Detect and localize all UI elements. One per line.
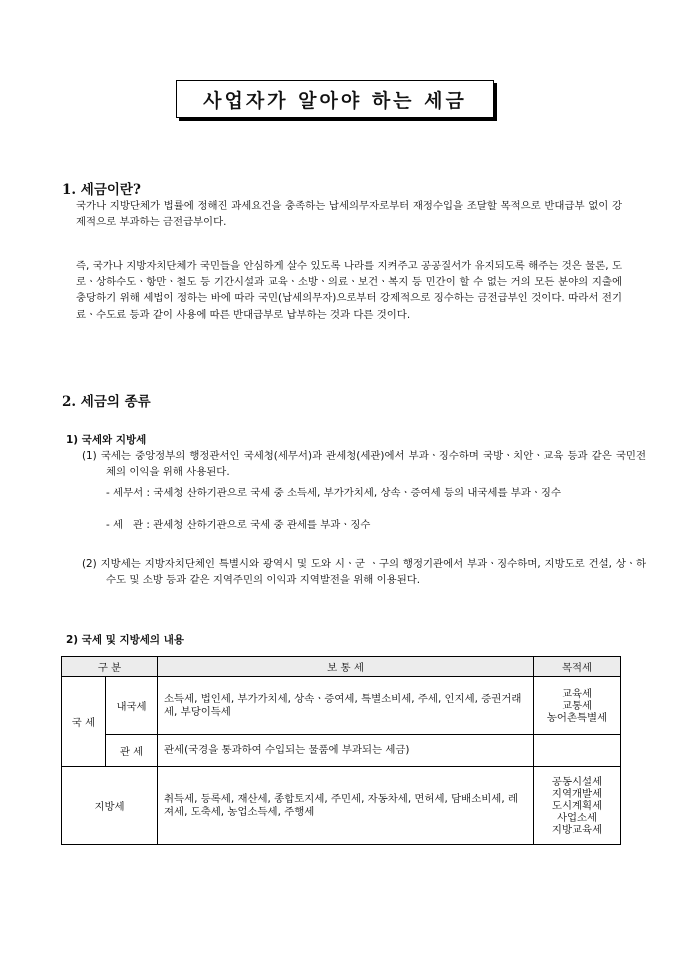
section-2-heading: 2. 세금의 종류 <box>62 394 151 410</box>
purpose-tax-item: 교통세 <box>561 699 593 712</box>
subsection-1-heading: 1) 국세와 지방세 <box>66 434 147 446</box>
domestic-tax-label: 내국세 <box>106 677 158 735</box>
purpose-tax-item: 공동시설세 <box>551 775 603 788</box>
local-tax-label: 지방세 <box>62 767 158 845</box>
table-header-row <box>62 657 621 677</box>
customs-office-text: 관세청 산하기관으로 국세 중 관세를 부과ㆍ징수 <box>153 519 371 531</box>
header-category: 구 분 <box>62 657 158 677</box>
section-1-heading: 1. 세금이란? <box>62 182 141 198</box>
customs-office-note <box>106 518 622 533</box>
tax-office-note <box>106 486 622 501</box>
local-tax-list: 취득세, 등록세, 재산세, 종합토지세, 주민세, 자동차세, 면허세, 담배소비세, 레져세, 도축세, 농업소득세, 주행세 <box>158 767 534 845</box>
national-tax-description: (1) 국세는 중앙정부의 행정관서인 국세청(세무서)과 관세청(세관)에서 부과ㆍ징수하며 국방ㆍ치안ㆍ교육 등과 같은 국민전체의 이익을 위해 사용된다. <box>82 450 646 478</box>
header-purpose-tax: 목적세 <box>534 657 621 677</box>
tax-office-label: - 세무서 : <box>106 487 154 499</box>
purpose-tax-item: 사업소세 <box>556 811 598 824</box>
document-title: 사업자가 알아야 하는 세금 <box>176 80 494 118</box>
purpose-tax-item: 농어촌특별세 <box>546 711 608 724</box>
purpose-tax-item: 지방교육세 <box>551 823 603 836</box>
purpose-tax-item: 도시계획세 <box>551 799 603 812</box>
table-row-local <box>62 767 621 845</box>
table-row-domestic <box>62 677 621 735</box>
domestic-tax-list: 소득세, 법인세, 부가가치세, 상속ㆍ증여세, 특별소비세, 주세, 인지세, 증권거래세, 부당이득세 <box>158 677 534 735</box>
tax-office-text: 국세청 산하기관으로 국세 중 소득세, 부가가치세, 상속ㆍ증여세 등의 내국세를 부과ㆍ징수 <box>153 487 561 499</box>
customs-tax-label: 관 세 <box>106 735 158 767</box>
local-tax-description: (2) 지방세는 지방자치단체인 특별시와 광역시 및 도와 시ㆍ군 ㆍ구의 행정기관에서 부과ㆍ징수하며, 지방도로 건설, 상ㆍ하수도 및 소방 등과 같은 지역주민의 이익과 지역발전을 위해 이용된다. <box>82 558 646 586</box>
customs-purpose-empty <box>534 735 621 767</box>
purpose-tax-item: 교육세 <box>561 687 593 700</box>
purpose-tax-item: 지역개발세 <box>551 787 603 800</box>
section-1-paragraph-2: 즉, 국가나 지방자치단체가 국민들을 안심하게 살수 있도록 나라를 지켜주고 공공질서가 유지되도록 해주는 것은 물론, 도로ㆍ상하수도ㆍ항만ㆍ철도 등 기간시설과 교육ㆍ소방ㆍ의료ㆍ보건ㆍ복지 등 민간이 할 수 없는 거의 모든 분야의 지출에 충당하기 위해 세법이 정하는 바에 따라 국민(납세의무자)으로부터 강제적으로 징수하는 금전급부인 것이다. 따라서 전기료ㆍ수도료 등과 같이 사용에 따른 반대급부로 납부하는 것과 다른 것이다. <box>76 260 622 321</box>
header-ordinary-tax: 보 통 세 <box>158 657 534 677</box>
tax-types-table <box>61 656 621 845</box>
customs-office-label: - 세 관 : <box>106 519 154 531</box>
domestic-purpose-taxes <box>534 677 621 735</box>
customs-tax-list: 관세(국경을 통과하여 수입되는 물품에 부과되는 세금) <box>158 735 534 767</box>
national-tax-label: 국 세 <box>62 677 106 767</box>
section-1-paragraph-1: 국가나 지방단체가 법률에 정해진 과세요건을 충족하는 납세의무자로부터 재정수입을 조달할 목적으로 반대급부 없이 강제적으로 부과하는 금전급부이다. <box>76 200 622 229</box>
table-row-customs <box>62 735 621 767</box>
subsection-2-heading: 2) 국세 및 지방세의 내용 <box>66 634 185 646</box>
local-purpose-taxes <box>534 767 621 845</box>
